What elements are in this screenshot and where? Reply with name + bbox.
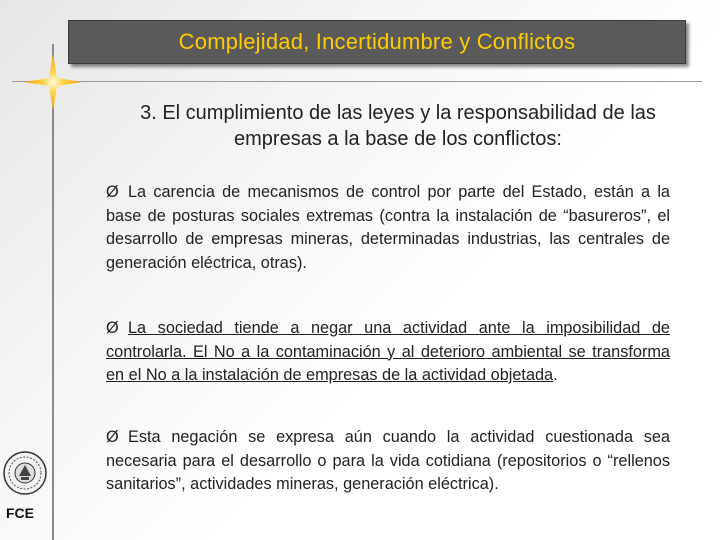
section-heading-line-2: empresas a la base de los conflictos: bbox=[234, 128, 562, 150]
bullet-paragraph-1 bbox=[106, 181, 670, 275]
slide-title: Complejidad, Incertidumbre y Conflictos bbox=[178, 29, 576, 54]
bullet-text-3: Esta negación se expresa aún cuando la actividad cuestionada sea necesaria para el desarrollo o para la vida cotidiana (repositorios o “rellenos sanitarios”, actividades mineras, generación eléctrica). bbox=[106, 428, 670, 493]
bullet-text-2-end: . bbox=[553, 366, 558, 384]
title-bar bbox=[68, 20, 686, 64]
logo-label: FCE bbox=[6, 505, 34, 521]
vertical-divider-line bbox=[52, 44, 54, 540]
bullet-arrow-icon: Ø bbox=[106, 428, 119, 446]
bullet-text-1: La carencia de mecanismos de control por parte del Estado, están a la base de posturas sociales extremas (contra la instalación de “basureros”, el desarrollo de empresas mineras, determinadas industrias, las centrales de generación eléctrica, otras). bbox=[106, 183, 670, 272]
fce-logo-icon bbox=[2, 450, 48, 496]
section-heading bbox=[78, 100, 718, 152]
bullet-paragraph-3 bbox=[106, 426, 670, 497]
bullet-paragraph-2 bbox=[106, 317, 670, 388]
bullet-text-2-underlined: La sociedad tiende a negar una actividad ante la imposibilidad de controlarla. El No a la contaminación y al deterioro ambiental se transforma en el No a la instalación de empresas de la actividad objetada bbox=[106, 319, 670, 384]
bullet-arrow-icon: Ø bbox=[106, 183, 119, 201]
bullet-arrow-icon: Ø bbox=[106, 319, 119, 337]
horizontal-divider-line bbox=[12, 81, 702, 82]
section-heading-line-1: 3. El cumplimiento de las leyes y la responsabilidad de las bbox=[140, 102, 656, 124]
